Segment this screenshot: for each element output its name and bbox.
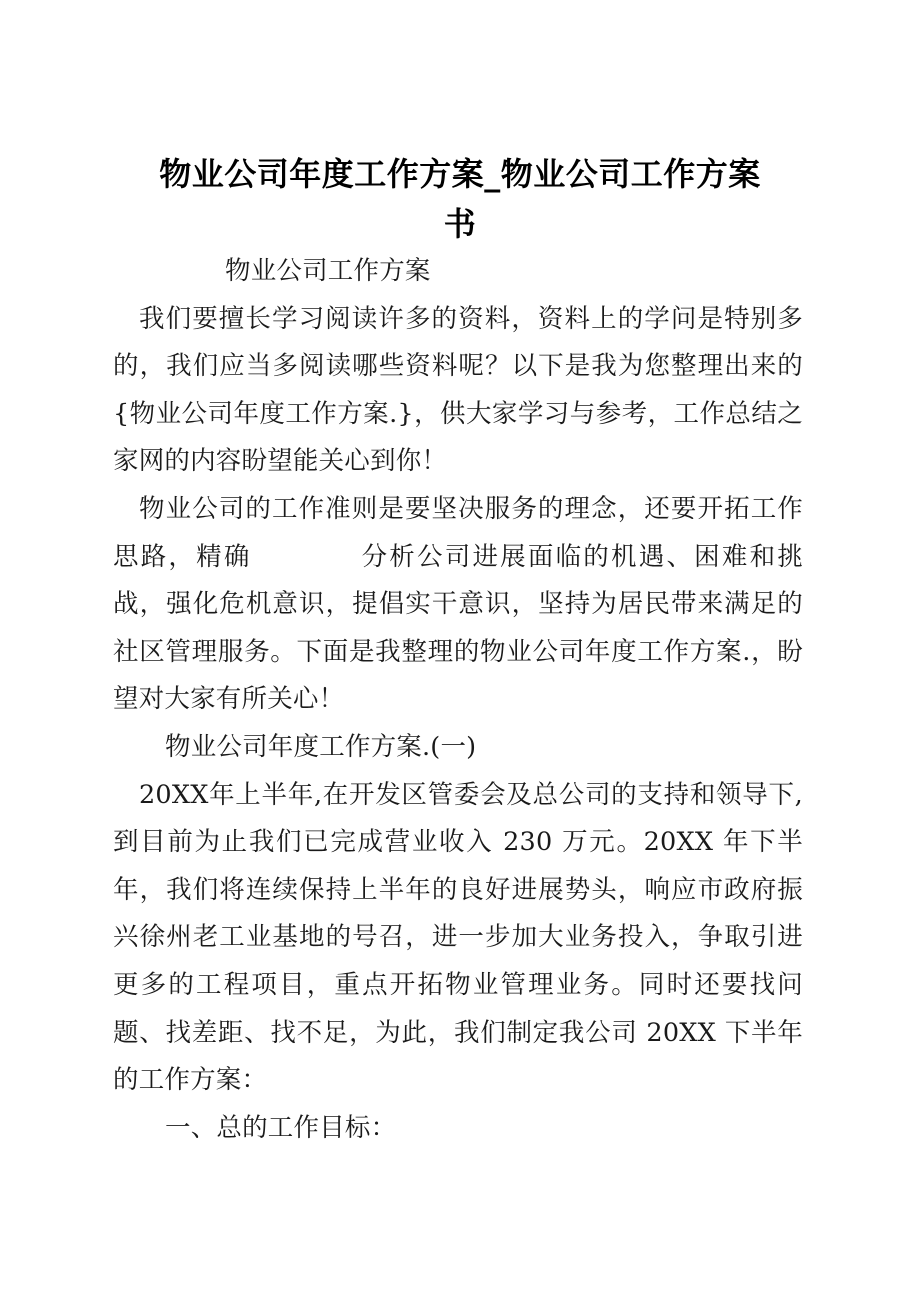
page-title-line-2: 书 bbox=[443, 205, 477, 244]
paragraph-main: 20XX年上半年,在开发区管委会及总公司的支持和领导下,到目前为止我们已完成营业收入 230 万元。20XX 年下半年，我们将连续保持上半年的良好进展势头，响应市政府振兴徐州老工业基地的号召，进一步加大业务投入，争取引进更多的工程项目，重点开拓物业管理业务。同时还要找问题、找差距、找不足，为此，我们制定我公司 20XX 下半年的工作方案： bbox=[113, 779, 803, 1096]
paragraph-policy bbox=[113, 486, 803, 724]
page-title-line-1: 物业公司年度工作方案_物业公司工作方案 bbox=[159, 155, 761, 194]
document-body bbox=[113, 248, 803, 1152]
paragraph-policy-part-2: 分析公司进展面临的机遇、困难和挑战，强化危机意识，提倡实干意识，坚持为居民带来满足的社区管理服务。下面是我整理的物业公司年度工作方案.，盼望对大家有所关心！ bbox=[113, 541, 803, 715]
paragraph-policy-part-1: 物业公司的工作准则是要坚决服务的理念，还要开拓工作思路，精确 bbox=[113, 493, 803, 572]
list-item-total-goal: 一、总的工作目标： bbox=[165, 1112, 397, 1143]
document-subtitle: 物业公司工作方案 bbox=[225, 256, 431, 286]
page-title bbox=[113, 149, 807, 249]
paragraph-intro: 我们要擅长学习阅读许多的资料，资料上的学问是特别多的，我们应当多阅读哪些资料呢？以下是我为您整理出来的{物业公司年度工作方案.}，供大家学习与参考，工作总结之家网的内容盼望能关心到你！ bbox=[113, 303, 803, 477]
section-heading: 物业公司年度工作方案.(一) bbox=[165, 731, 477, 762]
